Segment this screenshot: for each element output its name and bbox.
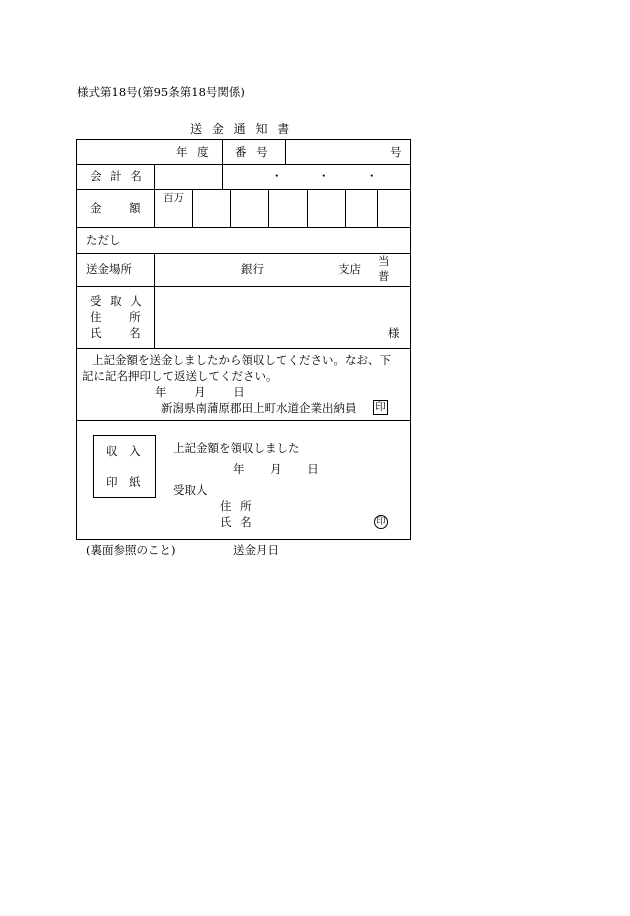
notice-line-2: 記に記名押印して返送してください。	[82, 369, 278, 383]
name-label: 氏 名	[90, 326, 141, 340]
form-number: 様式第18号(第95条第18号関係)	[77, 85, 245, 99]
remit-place-label: 送金場所	[86, 262, 132, 276]
notice-line-1: 上記金額を送金しましたから領収してください。なお、下	[92, 353, 391, 367]
branch-label: 支店	[338, 262, 361, 276]
ordinary-account-label: 普	[378, 269, 390, 283]
current-account-label: 当	[378, 254, 390, 268]
receipt-address-label: 住 所	[220, 499, 252, 513]
issuer-name: 新潟県南蒲原郡田上町水道企業出納員	[161, 401, 357, 415]
receipt-name-label: 氏 名	[220, 515, 252, 529]
receipt-seal-icon: 印	[374, 515, 388, 529]
proviso-label: ただし	[86, 233, 121, 247]
number-label: 番 号	[235, 145, 268, 159]
bank-label: 銀行	[241, 262, 264, 276]
back-reference-note: (裏面参照のこと)	[86, 543, 176, 557]
receipt-receiver-label: 受取人	[173, 483, 208, 497]
account-name-label: 会 計 名	[90, 169, 142, 183]
issuer-seal-icon: 印	[373, 400, 388, 415]
sent-date-label: 送金月日	[233, 543, 279, 557]
receipt-text: 上記金額を領収しました	[173, 441, 300, 455]
amount-label: 金 額	[90, 201, 141, 215]
page-title: 送 金 通 知 書	[190, 122, 290, 136]
notice-date: 年 月 日	[155, 385, 245, 399]
honorific-label: 様	[388, 326, 400, 340]
account-dot-2: ・	[318, 169, 330, 183]
receipt-date: 年 月 日	[233, 462, 319, 476]
million-unit-label: 百万	[163, 192, 184, 204]
receiver-label: 受 取 人	[90, 294, 142, 308]
address-label: 住 所	[90, 310, 141, 324]
revenue-stamp-line-1: 収 入	[106, 444, 141, 458]
fiscal-year-label: 年 度	[176, 145, 209, 159]
number-suffix: 号	[390, 145, 402, 159]
account-dot-3: ・	[366, 169, 378, 183]
revenue-stamp-line-2: 印 紙	[106, 475, 141, 489]
account-dot-1: ・	[271, 169, 283, 183]
